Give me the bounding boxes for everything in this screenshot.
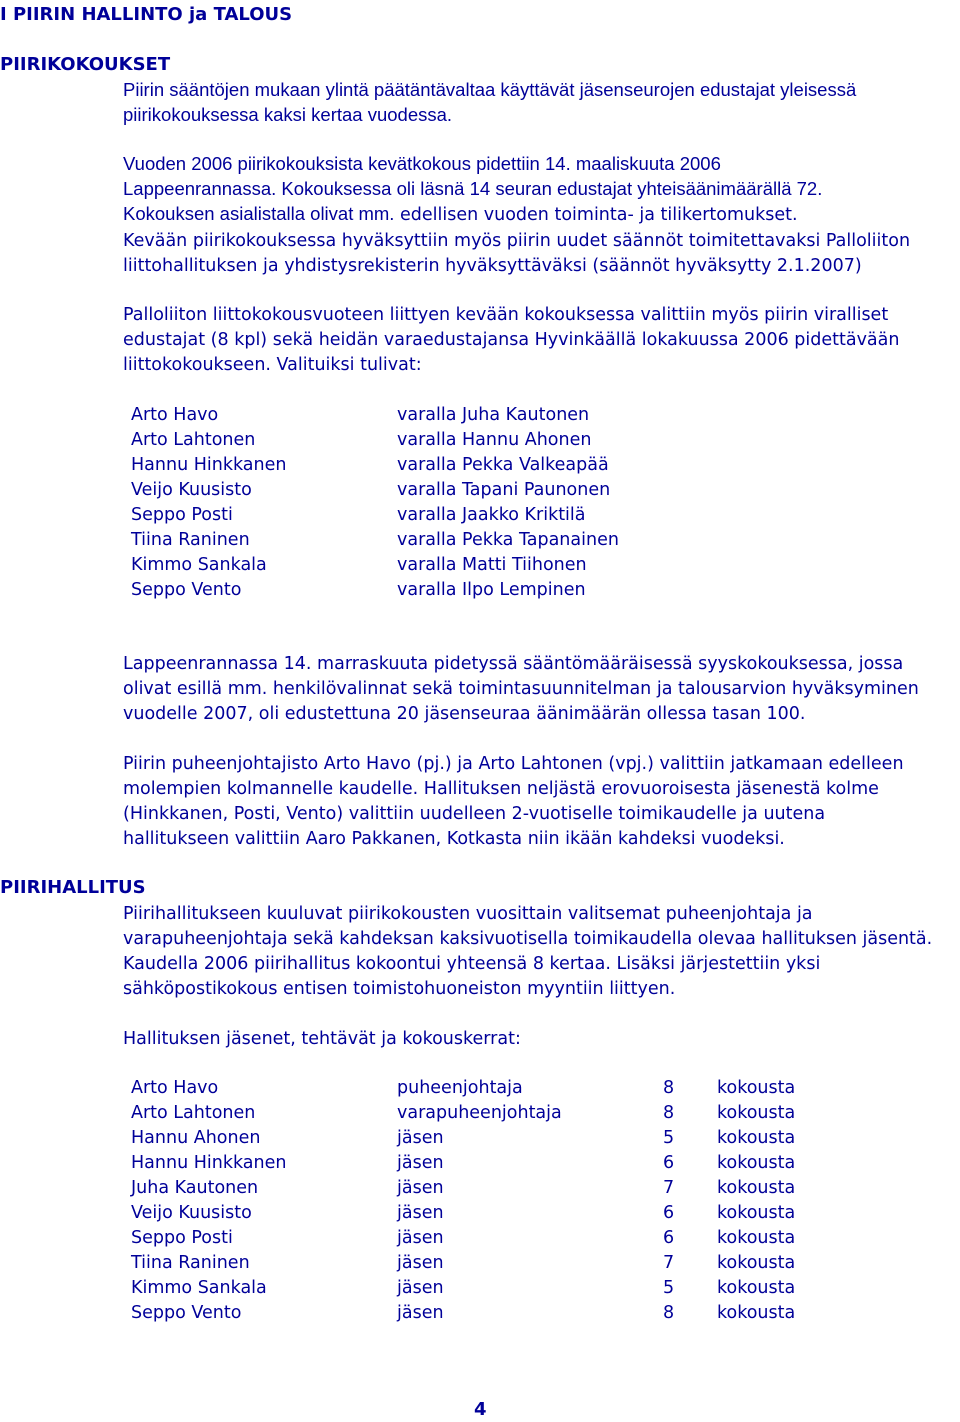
- paragraph-line: molempien kolmannelle kaudelle. Hallituksen neljästä erovuoroisesta jäsenestä kolme: [123, 779, 879, 799]
- paragraph-line: Lappeenrannassa. Kokouksessa oli läsnä 14 seuran edustajat yhteisäänimäärällä 72.: [123, 178, 823, 199]
- members-intro: Hallituksen jäsenet, tehtävät ja kokouskerrat:: [123, 1029, 521, 1049]
- paragraph-line: sähköpostikokous entisen toimistohuoneiston myyntiin liittyen.: [123, 979, 676, 999]
- member-unit: kokousta: [717, 1078, 796, 1098]
- member-name: Hannu Ahonen: [131, 1128, 261, 1148]
- paragraph-line: vuodelle 2007, oli edustettuna 20 jäsenseuraa äänimäärän ollessa tasan 100.: [123, 704, 806, 724]
- paragraph-line: Piirihallitukseen kuuluvat piirikokousten vuosittain valitsemat puheenjohtaja ja: [123, 904, 813, 924]
- delegate-deputy: varalla Ilpo Lempinen: [397, 580, 586, 600]
- member-name: Kimmo Sankala: [131, 1278, 267, 1298]
- member-count: 8: [663, 1303, 675, 1323]
- member-role: varapuheenjohtaja: [397, 1103, 562, 1123]
- member-count: 7: [663, 1178, 675, 1198]
- delegate-name: Seppo Vento: [131, 580, 242, 600]
- member-count: 5: [663, 1278, 675, 1298]
- paragraph-line: Kevään piirikokouksessa hyväksyttiin myös piirin uudet säännöt toimitettavaksi Palloliiton: [123, 231, 911, 251]
- member-name: Arto Lahtonen: [131, 1103, 256, 1123]
- member-role: jäsen: [397, 1303, 444, 1323]
- member-name: Hannu Hinkkanen: [131, 1153, 287, 1173]
- member-unit: kokousta: [717, 1278, 796, 1298]
- delegate-deputy: varalla Hannu Ahonen: [397, 430, 592, 450]
- paragraph-line: liittokokoukseen. Valituiksi tulivat:: [123, 355, 422, 375]
- section-heading-piirikokoukset: PIIRIKOKOUKSET: [0, 54, 171, 75]
- delegate-deputy: varalla Matti Tiihonen: [397, 555, 587, 575]
- member-unit: kokousta: [717, 1128, 796, 1148]
- member-unit: kokousta: [717, 1303, 796, 1323]
- member-role: jäsen: [397, 1228, 444, 1248]
- member-role: jäsen: [397, 1253, 444, 1273]
- delegate-name: Arto Lahtonen: [131, 430, 256, 450]
- intro-line: Piirin sääntöjen mukaan ylintä päätäntävaltaa käyttävät jäsenseurojen edustajat yleisessä: [123, 79, 857, 100]
- paragraph-line: (Hinkkanen, Posti, Vento) valittiin uudelleen 2-vuotiselle toimikaudelle ja uutena: [123, 804, 826, 824]
- member-role: jäsen: [397, 1153, 444, 1173]
- member-name: Tiina Raninen: [131, 1253, 250, 1273]
- paragraph-line: Piirin puheenjohtajisto Arto Havo (pj.) ja Arto Lahtonen (vpj.) valittiin jatkamaan edelleen: [123, 754, 904, 774]
- delegate-deputy: varalla Pekka Valkeapää: [397, 455, 609, 475]
- member-count: 7: [663, 1253, 675, 1273]
- member-role: jäsen: [397, 1128, 444, 1148]
- delegate-name: Hannu Hinkkanen: [131, 455, 287, 475]
- member-count: 8: [663, 1078, 675, 1098]
- delegate-deputy: varalla Pekka Tapanainen: [397, 530, 619, 550]
- member-name: Arto Havo: [131, 1078, 219, 1098]
- paragraph-line-mixed: [123, 203, 798, 228]
- member-role: jäsen: [397, 1203, 444, 1223]
- member-name: Seppo Posti: [131, 1228, 233, 1248]
- member-count: 6: [663, 1203, 675, 1223]
- member-name: Seppo Vento: [131, 1303, 242, 1323]
- page-title: I PIIRIN HALLINTO ja TALOUS: [0, 4, 293, 25]
- delegate-name: Kimmo Sankala: [131, 555, 267, 575]
- delegate-name: Arto Havo: [131, 405, 219, 425]
- paragraph-line: varapuheenjohtaja sekä kahdeksan kaksivuotisella toimikaudella olevaa hallituksen jäsentä.: [123, 929, 933, 949]
- member-count: 8: [663, 1103, 675, 1123]
- member-name: Veijo Kuusisto: [131, 1203, 252, 1223]
- page-number: 4: [474, 1399, 487, 1420]
- member-unit: kokousta: [717, 1253, 796, 1273]
- section-heading-piirihallitus: PIIRIHALLITUS: [0, 877, 146, 898]
- paragraph-line: hallitukseen valittiin Aaro Pakkanen, Kotkasta niin ikään kahdeksi vuodeksi.: [123, 829, 785, 849]
- paragraph-line: edustajat (8 kpl) sekä heidän varaedustajansa Hyvinkäällä lokakuussa 2006 pidettävään: [123, 330, 900, 350]
- delegate-name: Seppo Posti: [131, 505, 233, 525]
- member-name: Juha Kautonen: [131, 1178, 259, 1198]
- delegate-deputy: varalla Tapani Paunonen: [397, 480, 611, 500]
- member-count: 6: [663, 1228, 675, 1248]
- paragraph-fragment: edellisen vuoden toiminta- ja tilikertomukset.: [394, 205, 798, 225]
- member-unit: kokousta: [717, 1228, 796, 1248]
- member-count: 6: [663, 1153, 675, 1173]
- member-unit: kokousta: [717, 1178, 796, 1198]
- paragraph-line: olivat esillä mm. henkilövalinnat sekä toimintasuunnitelman ja talousarvion hyväksyminen: [123, 679, 919, 699]
- member-count: 5: [663, 1128, 675, 1148]
- paragraph-line: Lappeenrannassa 14. marraskuuta pidetyssä sääntömääräisessä syyskokouksessa, jossa: [123, 654, 904, 674]
- member-role: jäsen: [397, 1278, 444, 1298]
- member-role: puheenjohtaja: [397, 1078, 523, 1098]
- member-role: jäsen: [397, 1178, 444, 1198]
- paragraph-fragment: Kokouksen asialistalla olivat mm.: [123, 203, 395, 224]
- member-unit: kokousta: [717, 1153, 796, 1173]
- paragraph-line: Palloliiton liittokokousvuoteen liittyen kevään kokouksessa valittiin myös piirin viralliset: [123, 305, 889, 325]
- member-unit: kokousta: [717, 1103, 796, 1123]
- delegate-name: Tiina Raninen: [131, 530, 250, 550]
- paragraph-line: liittohallituksen ja yhdistysrekisterin hyväksyttäväksi (säännöt hyväksytty 2.1.2007): [123, 256, 862, 276]
- delegate-deputy: varalla Juha Kautonen: [397, 405, 590, 425]
- delegate-deputy: varalla Jaakko Kriktilä: [397, 505, 586, 525]
- paragraph-line: Kaudella 2006 piirihallitus kokoontui yhteensä 8 kertaa. Lisäksi järjestettiin yksi: [123, 954, 821, 974]
- intro-line: piirikokouksessa kaksi kertaa vuodessa.: [123, 104, 453, 125]
- delegate-name: Veijo Kuusisto: [131, 480, 252, 500]
- paragraph-line: Vuoden 2006 piirikokouksista kevätkokous pidettiin 14. maaliskuuta 2006: [123, 153, 721, 174]
- member-unit: kokousta: [717, 1203, 796, 1223]
